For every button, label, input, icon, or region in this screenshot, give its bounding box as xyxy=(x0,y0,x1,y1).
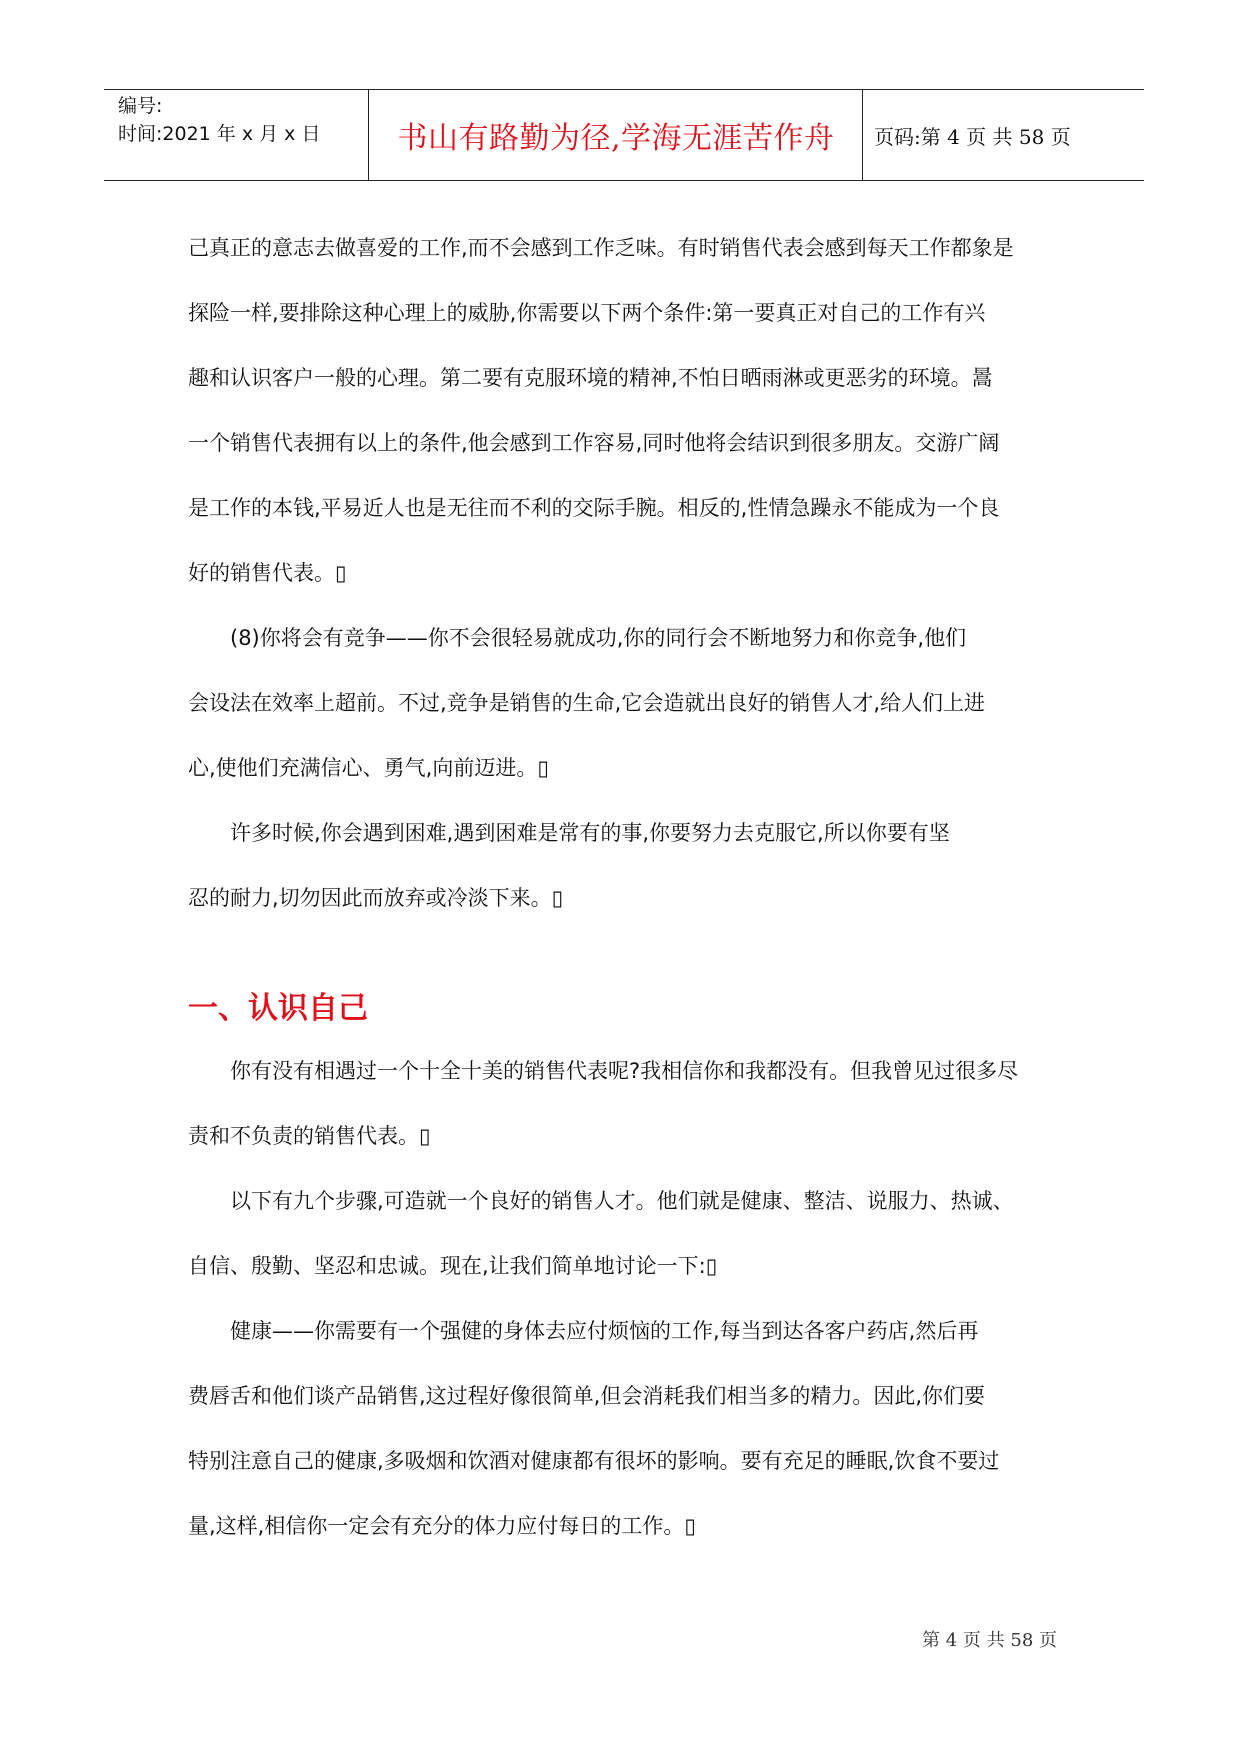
text-line: 健康——你需要有一个强健的身体去应付烦恼的工作,每当到达各客户药店,然后再 xyxy=(230,1319,979,1343)
text-line: 特别注意自己的健康,多吸烟和饮酒对健康都有很坏的影响。要有充足的睡眠,饮食不要过 xyxy=(188,1449,1000,1473)
text-line: 你有没有相遇过一个十全十美的销售代表呢?我相信你和我都没有。但我曾见过很多尽 xyxy=(230,1059,1019,1083)
paragraph xyxy=(188,216,1068,606)
header-divider xyxy=(862,90,863,180)
text-line: 好的销售代表。▯ xyxy=(188,561,347,585)
text-line: 责和不负责的销售代表。▯ xyxy=(188,1124,431,1148)
text-line: 一个销售代表拥有以上的条件,他会感到工作容易,同时他将会结识到很多朋友。交游广阔 xyxy=(188,431,1000,455)
paragraph xyxy=(188,1169,1068,1299)
header-divider xyxy=(368,90,369,180)
paragraph xyxy=(188,1299,1068,1559)
header-meta xyxy=(118,92,358,148)
paragraph xyxy=(188,606,1068,801)
text-line: 探险一样,要排除这种心理上的威胁,你需要以下两个条件:第一要真正对自己的工作有兴 xyxy=(188,301,986,325)
header-page-info: 页码:第 4 页 共 58 页 xyxy=(874,124,1071,149)
paragraph xyxy=(188,1039,1068,1169)
text-line: 以下有九个步骤,可造就一个良好的销售人才。他们就是健康、整洁、说服力、热诚、 xyxy=(230,1189,1014,1213)
text-line: 忍的耐力,切勿因此而放弃或冷淡下来。▯ xyxy=(188,886,564,910)
page-footer: 第 4 页 共 58 页 xyxy=(922,1630,1057,1651)
text-line: 费唇舌和他们谈产品销售,这过程好像很简单,但会消耗我们相当多的精力。因此,你们要 xyxy=(188,1384,986,1408)
text-line: 会设法在效率上超前。不过,竞争是销售的生命,它会造就出良好的销售人才,给人们上进 xyxy=(188,691,986,715)
page-header xyxy=(104,89,1144,181)
text-line: 是工作的本钱,平易近人也是无往而不利的交际手腕。相反的,性情急躁永不能成为一个良 xyxy=(188,496,1000,520)
text-line: 趣和认识客户一般的心理。第二要有克服环境的精神,不怕日晒雨淋或更恶劣的环境。暠 xyxy=(188,366,993,390)
document-number-label: 编号: xyxy=(118,95,163,117)
header-motto: 书山有路勤为径,学海无涯苦作舟 xyxy=(397,121,835,156)
text-line: 己真正的意志去做喜爱的工作,而不会感到工作乏味。有时销售代表会感到每天工作都象是 xyxy=(188,236,1014,260)
text-line: 量,这样,相信你一定会有充分的体力应付每日的工作。▯ xyxy=(188,1514,696,1538)
paragraph xyxy=(188,801,1068,931)
text-line: 自信、殷勤、坚忍和忠诚。现在,让我们简单地讨论一下:▯ xyxy=(188,1254,718,1278)
section-heading: 一、认识自己 xyxy=(188,991,368,1026)
document-body xyxy=(188,216,1068,1559)
text-line: 许多时候,你会遇到困难,遇到困难是常有的事,你要努力去克服它,所以你要有坚 xyxy=(230,821,950,845)
text-line: 心,使他们充满信心、勇气,向前迈进。▯ xyxy=(188,756,549,780)
document-time: 时间:2021 年 x 月 x 日 xyxy=(118,123,321,145)
text-line: (8)你将会有竞争——你不会很轻易就成功,你的同行会不断地努力和你竞争,他们 xyxy=(230,626,967,650)
